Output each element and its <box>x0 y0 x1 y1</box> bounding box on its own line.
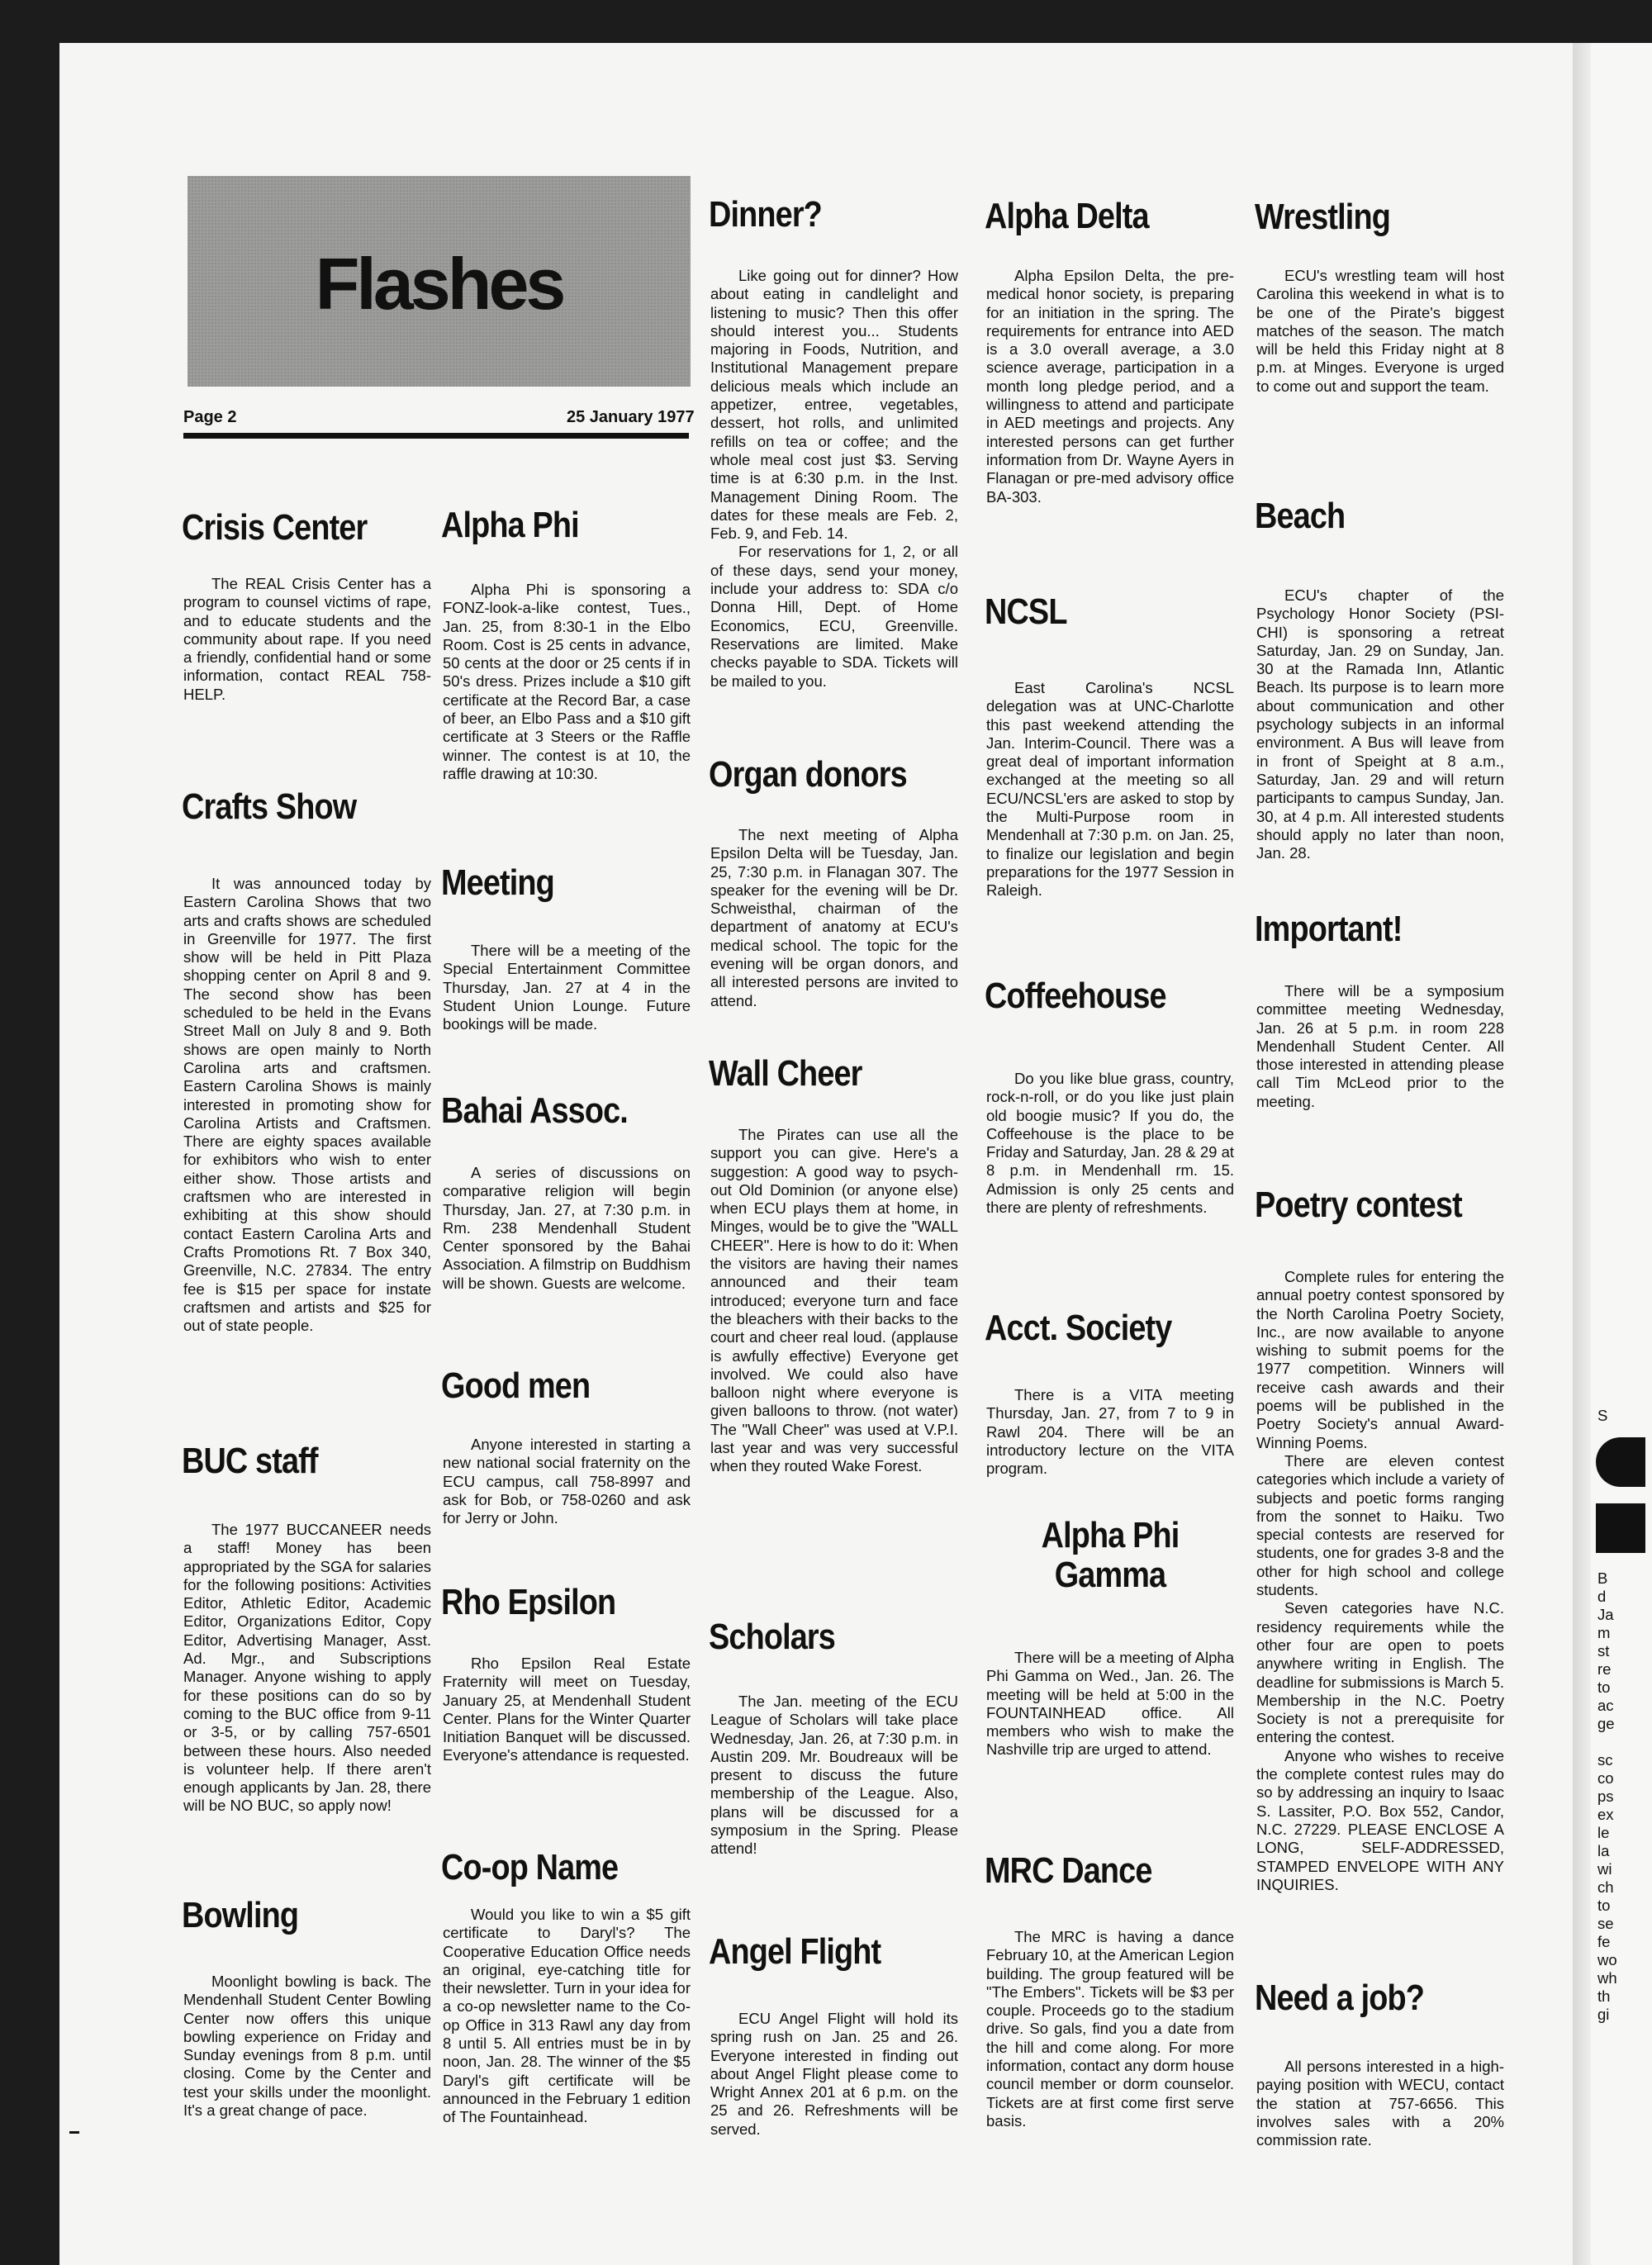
article-body <box>986 267 1234 506</box>
article-body <box>443 1436 691 1527</box>
article-paragraph: The Pirates can use all the support you can give. Here's a suggestion: A good way to psych-out Old Dominion (or anyone else) when ECU plays them at home, in Minges, would be to give the "WALL CHEER". Here is how to do it: When the visitors are having their names announced and their team introduced; everyone turn and face the bleachers with their backs to the court and cheer real loud. (applause is awfully effective) Everyone get involved. We could also have balloon night where everyone is given balloons to throw. (not water) The "Wall Cheer" was used at V.P.I. last year and was very successful when they routed Wake Forest. <box>710 1126 958 1475</box>
article-headline: Wrestling <box>1255 197 1390 237</box>
article-body <box>710 2010 958 2139</box>
article-headline: Co-op Name <box>441 1847 619 1888</box>
adjacent-page-text-fragment: la <box>1597 1842 1610 1859</box>
article-headline: Acct. Society <box>985 1308 1172 1348</box>
article-body <box>710 1126 958 1476</box>
article-headline: Dinner? <box>709 194 822 235</box>
article-body <box>710 1693 958 1859</box>
adjacent-page-text-fragment: co <box>1597 1769 1614 1787</box>
article-headline: Rho Epsilon <box>441 1582 616 1622</box>
article-body <box>1256 267 1504 396</box>
article-paragraph: Anyone who wishes to receive the complete contest rules may do so by addressing an inquiry to Isaac S. Lassiter, P.O. Box 552, Candor, N.C. 27229. PLEASE ENCLOSE A LONG, SELF-ADDRESSED, STAMPED ENVELOPE WITH ANY INQUIRIES. <box>1256 1746 1504 1893</box>
article-headline: Angel Flight <box>709 1931 881 1972</box>
adjacent-page-text-fragment: S <box>1597 1407 1608 1424</box>
adjacent-page-text-fragment: le <box>1597 1824 1610 1841</box>
article-paragraph: Moonlight bowling is back. The Mendenhall Student Center Bowling Center now offers this unique bowling experience on Friday and Sunday evenings from 8 p.m. until closing. Come by the Center and test your skills under the moonlight. It's a great change of pace. <box>183 1973 431 2120</box>
article-body <box>986 1070 1234 1217</box>
article-headline: Bahai Assoc. <box>441 1090 628 1131</box>
article-headline: Poetry contest <box>1255 1185 1462 1225</box>
article-body <box>986 1386 1234 1478</box>
article-headline: Meeting <box>441 862 554 903</box>
article-paragraph: Alpha Epsilon Delta, the pre-medical honor society, is preparing for an initiation in the spring. The requirements for entrance into AED is a 3.0 overall average, a 3.0 science average, participation in a month long pledge period, and a willingness to attend and participate in AED meetings and projects. Any interested persons can get further information from Dr. Wayne Ayers in Flanagan or pre-med advisory office BA-303. <box>986 267 1234 506</box>
article-paragraph: Complete rules for entering the annual poetry contest sponsored by the North Carolina Poetry Society, Inc., are now available to anyone wishing to submit poems for the 1977 competition. Winners will receive cash awards and their poems will be published in the Poetry Society's annual Award-Winning Poems. <box>1256 1268 1504 1451</box>
adjacent-headline-glyph <box>1596 1503 1645 1553</box>
article-headline: Organ donors <box>709 754 907 795</box>
article-paragraph: There will be a meeting of the Special Entertainment Committee Thursday, Jan. 27 at 4 in the Student Union Lounge. Future bookings will be made. <box>443 942 691 1033</box>
article-body <box>443 942 691 1033</box>
article-headline: Important! <box>1255 909 1403 949</box>
page-gutter <box>1573 43 1591 2265</box>
adjacent-page-text-fragment: ge <box>1597 1715 1615 1732</box>
article-headline: NCSL <box>985 591 1067 632</box>
article-headline: BUC staff <box>182 1441 318 1481</box>
article-body <box>986 1928 1234 2130</box>
adjacent-page-text-fragment: ac <box>1597 1697 1614 1714</box>
adjacent-page-text-fragment: th <box>1597 1987 1611 2005</box>
adjacent-page-text-fragment: ch <box>1597 1878 1614 1896</box>
masthead-banner <box>188 176 691 387</box>
article-headline: Bowling <box>182 1895 299 1935</box>
article-paragraph: Like going out for dinner? How about eating in candlelight and listening to music? Then this offer should interest you... Students majoring in Foods, Nutrition, and Institutional Management prepare delicious meals which include an appetizer, entree, vegetables, dessert, hot rolls, and unlimited refills on tea or coffee; and the whole meal cost just $3. Serving time is at 6:30 p.m. in the Inst. Management Dining Room. The dates for these meals are Feb. 2, Feb. 9, and Feb. 14. <box>710 267 958 543</box>
article-paragraph: Seven categories have N.C. residency requirements while the other four are open to poets anywhere writing in English. The deadline for submissions is March 5. Membership in the N.C. Poetry Society is not a prerequisite for entering the contest. <box>1256 1599 1504 1746</box>
article-body <box>1256 1268 1504 1894</box>
article-paragraph: There will be a meeting of Alpha Phi Gamma on Wed., Jan. 26. The meeting will be held at 5:00 in the FOUNTAINHEAD office. All members who wish to make the Nashville trip are urged to attend. <box>986 1649 1234 1759</box>
article-paragraph: The MRC is having a dance February 10, at the American Legion building. The group featured will be "The Embers". Tickets will be $3 per couple. Proceeds go to the stadium drive. So gals, find you a date from the hill and come along. For more information, contact any dorm house council member or dorm counselor. Tickets are at first come first serve basis. <box>986 1928 1234 2130</box>
issue-date: 25 January 1977 <box>567 408 695 426</box>
masthead-title: Flashes <box>315 243 563 325</box>
article-paragraph: The REAL Crisis Center has a program to counsel victims of rape, and to educate students and the community about rape. If you need a friendly, confidential hand or some information, contact REAL 758-HELP. <box>183 575 431 703</box>
article-paragraph: Rho Epsilon Real Estate Fraternity will meet on Tuesday, January 25, at Mendenhall Student Center. Plans for the Winter Quarter Initiation Banquet will be discussed. Everyone's attendance is requested. <box>443 1655 691 1764</box>
article-paragraph: There is a VITA meeting Thursday, Jan. 27, from 7 to 9 in Rawl 204. There will be an introductory lecture on the VITA program. <box>986 1386 1234 1478</box>
article-body <box>710 267 958 691</box>
adjacent-page-text-fragment: Ja <box>1597 1606 1614 1623</box>
masthead-rule <box>183 433 689 439</box>
article-headline: Crisis Center <box>182 507 368 548</box>
adjacent-page-text-fragment: sc <box>1597 1751 1613 1769</box>
article-paragraph: Would you like to win a $5 gift certificate to Daryl's? The Cooperative Education Office needs an original, eye-catching title for their newsletter. Turn in your idea for a co-op newsletter name to the Co-op Office in 313 Rawl any day from 8 until 5. All entries must be in by noon, Jan. 28. The winner of the $5 Daryl's gift certificate will be announced in the February 1 edition of The Fountainhead. <box>443 1906 691 2126</box>
article-paragraph: ECU's wrestling team will host Carolina this weekend in what is to be one of the Pirate's biggest matches of the season. The match will be held this Friday night at 8 p.m. at Minges. Everyone is urged to come out and support the team. <box>1256 267 1504 395</box>
adjacent-page-text-fragment: to <box>1597 1897 1611 1914</box>
article-body <box>443 581 691 783</box>
adjacent-page-edge <box>1591 43 1652 2265</box>
article-paragraph: Do you like blue grass, country, rock-n-roll, or do you like just plain old boogie music? If you do, the Coffeehouse is the place to be Friday and Saturday, Jan. 28 & 29 at 8 p.m. in Mendenhall rm. 15. Admission is only 25 cents and there are plenty of refreshments. <box>986 1070 1234 1217</box>
adjacent-page-text-fragment: ps <box>1597 1788 1614 1805</box>
article-paragraph: Anyone interested in starting a new national social fraternity on the ECU campus, call 758-8997 and ask for Bob, or 758-0260 and ask for Jerry or John. <box>443 1436 691 1527</box>
article-paragraph: The 1977 BUCCANEER needs a staff! Money has been appropriated by the SGA for salaries for the following positions: Activities Editor, Athletic Editor, Academic Editor, Organizations Editor, Copy Editor, Advertising Manager, Asst. Ad. Mgr., and Subscriptions Manager. Anyone wishing to apply for these positions can do so by coming to the BUC office from 9-11 or 3-5, or by calling 757-6501 between these hours. Also needed is volunteer help. If there aren't enough applicants by Jan. 28, there will be NO BUC, so apply now! <box>183 1521 431 1815</box>
article-headline: Need a job? <box>1255 1978 1425 2018</box>
adjacent-page-text-fragment: m <box>1597 1624 1611 1641</box>
adjacent-page-text-fragment: wh <box>1597 1969 1617 1987</box>
article-headline: Coffeehouse <box>985 976 1166 1016</box>
adjacent-page-text-fragment: se <box>1597 1915 1614 1932</box>
article-body <box>710 826 958 1010</box>
adjacent-page-text-fragment: st <box>1597 1642 1610 1660</box>
margin-mark <box>69 2131 79 2134</box>
article-body <box>986 1649 1234 1759</box>
adjacent-page-text-fragment: wo <box>1597 1951 1617 1968</box>
article-paragraph: East Carolina's NCSL delegation was at UNC-Charlotte this past weekend attending the Jan. Interim-Council. There was a great deal of important information exchanged at the meeting so all ECU/NCSL'ers are asked to stop by the Multi-Purpose room in Mendenhall at 7:30 p.m. on Jan. 25, to finalize our legislation and begin preparations for the 1977 Session in Raleigh. <box>986 679 1234 900</box>
adjacent-page-text-fragment: wi <box>1597 1860 1612 1878</box>
article-body <box>183 1973 431 2120</box>
adjacent-page-text-fragment: ex <box>1597 1806 1614 1823</box>
article-headline: Alpha Delta <box>985 196 1149 236</box>
article-paragraph: For reservations for 1, 2, or all of these days, send your money, include your address to: SDA c/o Donna Hill, Dept. of Home Economics, ECU, Greenville. Reservations are limited. Make checks payable to SDA. Tickets will be mailed to you. <box>710 543 958 690</box>
article-headline: MRC Dance <box>985 1850 1152 1891</box>
article-body <box>443 1655 691 1765</box>
article-body <box>183 875 431 1335</box>
article-paragraph: ECU's chapter of the Psychology Honor Society (PSI-CHI) is sponsoring a retreat Saturday, Jan. 29 on Sunday, Jan. 30 at the Ramada Inn, Atlantic Beach. Its purpose is to learn more about communication and other psychology subjects in an informal environment. A Bus will leave from in front of Speight at 8 a.m., Saturday, Jan. 29 and will return participants to campus Sunday, Jan. 30, at 4 p.m. All interested students should apply no later than noon, Jan. 28. <box>1256 586 1504 862</box>
article-paragraph: There are eleven contest categories which include a variety of subjects and poetic forms ranging from the sonnet to Haiku. Two special contests are reserved for students, one for grades 3-8 and the other for high school and college students. <box>1256 1451 1504 1599</box>
article-headline: Wall Cheer <box>709 1053 862 1094</box>
adjacent-page-text-fragment: to <box>1597 1679 1611 1696</box>
article-headline: Alpha Phi Gamma <box>1041 1515 1180 1596</box>
article-paragraph: There will be a symposium committee meeting Wednesday, Jan. 26 at 5 p.m. in room 228 Mendenhall Student Center. All those interested in attending please call Tim McLeod prior to the meeting. <box>1256 982 1504 1110</box>
adjacent-page-text-fragment: fe <box>1597 1933 1611 1950</box>
article-body <box>1256 2058 1504 2149</box>
adjacent-page-text-fragment: re <box>1597 1660 1612 1678</box>
adjacent-page-text-fragment: d <box>1597 1588 1607 1605</box>
adjacent-headline-glyph <box>1596 1437 1645 1487</box>
article-body <box>1256 586 1504 862</box>
article-paragraph: A series of discussions on comparative religion will begin Thursday, Jan. 27, at 7:30 p.m. in Rm. 238 Mendenhall Student Center sponsored by the Bahai Association. A filmstrip on Buddhism will be shown. Guests are welcome. <box>443 1164 691 1292</box>
article-headline: Crafts Show <box>182 786 357 827</box>
article-body <box>986 679 1234 900</box>
article-paragraph: The next meeting of Alpha Epsilon Delta will be Tuesday, Jan. 25, 7:30 p.m. in Flanagan 307. The speaker for the evening will be Dr. Schweisthal, chairman of the department of anatomy at ECU's medical school. The topic for the evening will be organ donors, and all interested persons are invited to attend. <box>710 826 958 1009</box>
article-headline: Beach <box>1255 496 1346 536</box>
article-body <box>183 1521 431 1816</box>
article-body <box>443 1906 691 2127</box>
article-paragraph: Alpha Phi is sponsoring a FONZ-look-a-like contest, Tues., Jan. 25, from 8:30-1 in the Elbo Room. Cost is 25 cents in advance, 50 cents at the door or 25 cents if in 50's dress. Prizes include a $10 gift certificate at the Record Bar, a case of beer, an Elbo Pass and a $10 gift certificate at 3 Steers or the Raffle winner. The contest is at 10, the raffle drawing at 10:30. <box>443 581 691 782</box>
article-paragraph: ECU Angel Flight will hold its spring rush on Jan. 25 and 26. Everyone interested in finding out about Angel Flight please come to Wright Annex 201 at 6 p.m. on the 25 and 26. Refreshments will be served. <box>710 2010 958 2138</box>
adjacent-page-text-fragment: gi <box>1597 2006 1610 2023</box>
article-paragraph: The Jan. meeting of the ECU League of Scholars will take place Wednesday, Jan. 26, at 7:30 p.m. in Austin 209. Mr. Boudreaux will be present to discuss the future membership of the League. Also, plans will be discussed for a symposium in the Spring. Please attend! <box>710 1693 958 1858</box>
article-headline: Good men <box>441 1365 591 1406</box>
adjacent-page-text-fragment: B <box>1597 1569 1608 1587</box>
article-body <box>443 1164 691 1293</box>
article-paragraph: It was announced today by Eastern Carolina Shows that two arts and crafts shows are scheduled in Greenville for 1977. The first show will be held in Pitt Plaza shopping center on April 8 and 9. The second show has been scheduled to be held in the Evans Street Mall on July 8 and 9. Both shows are open mainly to North Carolina arts and craftsmen. Eastern Carolina Shows is mainly interested in promoting show for Carolina Artists and Craftsmen. There are eighty spaces available for exhibitors who wish to enter either show. Those artists and craftsmen who are interested in exhibiting at this show should contact Eastern Carolina Arts and Crafts Promotions Rt. 7 Box 340, Greenville, N.C. 27834. The entry fee is $15 per space for instate craftsmen and artists and $25 for out of state people. <box>183 875 431 1335</box>
article-body <box>183 575 431 704</box>
article-paragraph: All persons interested in a high-paying position with WECU, contact the station at 757-6656. This involves sales with a 20% commission rate. <box>1256 2058 1504 2149</box>
page-number: Page 2 <box>183 408 237 426</box>
article-body <box>1256 982 1504 1111</box>
article-headline: Scholars <box>709 1617 835 1657</box>
article-headline: Alpha Phi <box>441 505 579 545</box>
